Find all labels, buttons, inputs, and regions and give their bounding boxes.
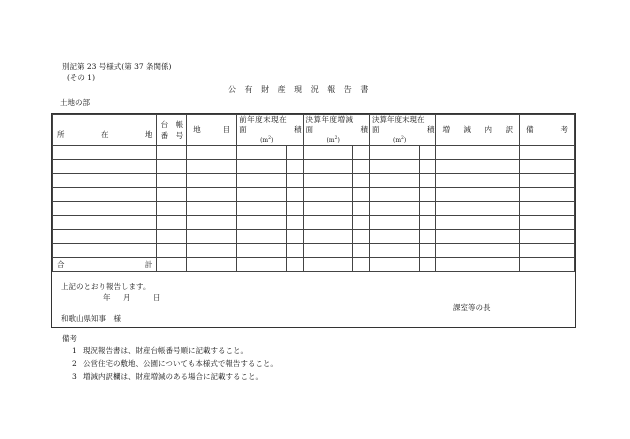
table-cell[interactable] xyxy=(419,230,436,244)
note-text: 現況報告書は、財産台帳番号順に記載すること。 xyxy=(83,346,248,355)
note-number: 3 xyxy=(72,372,77,381)
table-cell[interactable] xyxy=(237,160,287,174)
col-land-type: 地 目 xyxy=(187,115,237,146)
table-cell[interactable] xyxy=(353,244,370,258)
table-cell[interactable] xyxy=(436,188,520,202)
table-cell[interactable] xyxy=(419,202,436,216)
table-cell[interactable] xyxy=(370,244,420,258)
table-cell[interactable] xyxy=(53,202,157,216)
table-cell[interactable] xyxy=(520,160,575,174)
form-reference: 別記第 23 号様式(第 37 条関係) xyxy=(62,62,172,71)
table-cell[interactable] xyxy=(157,216,187,230)
table-cell[interactable] xyxy=(370,202,420,216)
table-cell[interactable] xyxy=(187,202,237,216)
col-current-area: 決算年度末現在 面 積 $(m^2)$ xyxy=(370,115,436,146)
land-table xyxy=(52,114,575,272)
table-cell[interactable] xyxy=(237,258,287,272)
table-row xyxy=(53,146,575,160)
table-cell[interactable] xyxy=(303,258,353,272)
table-cell[interactable] xyxy=(286,160,303,174)
table-cell[interactable] xyxy=(370,160,420,174)
table-cell[interactable] xyxy=(419,146,436,160)
table-cell[interactable] xyxy=(520,244,575,258)
reporter-title: 課室等の長 xyxy=(453,303,491,312)
table-cell[interactable] xyxy=(187,188,237,202)
report-statement: 上記のとおり報告します。 xyxy=(61,282,151,291)
addressee: 和歌山県知事 様 xyxy=(61,314,121,323)
section-label: 土地の部 xyxy=(60,98,90,107)
table-cell[interactable] xyxy=(370,230,420,244)
table-cell[interactable] xyxy=(157,258,187,272)
table-cell[interactable] xyxy=(419,174,436,188)
table-cell[interactable] xyxy=(520,188,575,202)
table-row xyxy=(53,230,575,244)
table-cell[interactable] xyxy=(353,174,370,188)
table-cell[interactable] xyxy=(237,188,287,202)
table-cell[interactable] xyxy=(436,202,520,216)
report-form xyxy=(51,113,576,328)
table-cell[interactable] xyxy=(353,160,370,174)
table-cell[interactable] xyxy=(303,202,353,216)
table-cell[interactable] xyxy=(370,174,420,188)
table-cell[interactable] xyxy=(520,216,575,230)
table-cell[interactable] xyxy=(303,146,353,160)
table-header-row xyxy=(53,115,575,146)
table-cell[interactable] xyxy=(157,174,187,188)
table-row xyxy=(53,174,575,188)
table-cell[interactable] xyxy=(53,216,157,230)
table-cell[interactable] xyxy=(436,230,520,244)
table-row xyxy=(53,188,575,202)
table-cell[interactable] xyxy=(237,202,287,216)
table-cell[interactable] xyxy=(436,216,520,230)
table-cell[interactable] xyxy=(53,146,157,160)
total-row xyxy=(53,258,575,272)
col-remarks: 備 考 xyxy=(520,115,575,146)
note-number: 2 xyxy=(72,359,77,368)
table-cell[interactable] xyxy=(157,244,187,258)
table-cell[interactable] xyxy=(303,244,353,258)
table-cell[interactable] xyxy=(187,244,237,258)
table-cell[interactable] xyxy=(353,258,370,272)
note-text: 公営住宅の敷地、公園についても本様式で報告すること。 xyxy=(83,359,278,368)
table-cell[interactable] xyxy=(370,216,420,230)
table-cell[interactable] xyxy=(353,216,370,230)
col-ledger-no: 台 帳 番 号 xyxy=(157,115,187,146)
table-cell[interactable] xyxy=(237,216,287,230)
table-cell[interactable] xyxy=(419,160,436,174)
table-cell[interactable] xyxy=(187,230,237,244)
table-cell[interactable] xyxy=(520,202,575,216)
table-cell[interactable] xyxy=(303,174,353,188)
table-row xyxy=(53,244,575,258)
table-cell[interactable] xyxy=(436,258,520,272)
note-number: 1 xyxy=(72,346,77,355)
table-cell[interactable] xyxy=(436,174,520,188)
table-cell[interactable] xyxy=(419,244,436,258)
table-cell[interactable] xyxy=(53,244,157,258)
table-row xyxy=(53,160,575,174)
table-row xyxy=(53,216,575,230)
total-label-cell: 合 計 xyxy=(53,258,157,272)
notes-heading: 備考 xyxy=(62,334,77,343)
table-cell[interactable] xyxy=(303,230,353,244)
table-cell[interactable] xyxy=(370,258,420,272)
col-location: 所 在 地 xyxy=(53,115,157,146)
table-cell[interactable] xyxy=(286,188,303,202)
table-cell[interactable] xyxy=(303,160,353,174)
table-cell[interactable] xyxy=(370,188,420,202)
table-cell[interactable] xyxy=(353,188,370,202)
col-change-area: 決算年度増減 面 積 $(m^2)$ xyxy=(303,115,369,146)
table-cell[interactable] xyxy=(286,244,303,258)
form-subreference: (その 1) xyxy=(67,73,96,82)
table-cell[interactable] xyxy=(353,146,370,160)
note-text: 増減内訳欄は、財産増減のある場合に記載すること。 xyxy=(83,372,263,381)
table-cell[interactable] xyxy=(157,160,187,174)
table-cell[interactable] xyxy=(286,202,303,216)
table-cell[interactable] xyxy=(157,146,187,160)
table-cell[interactable] xyxy=(520,146,575,160)
table-cell[interactable] xyxy=(187,258,237,272)
table-cell[interactable] xyxy=(520,258,575,272)
table-cell[interactable] xyxy=(353,230,370,244)
table-cell[interactable] xyxy=(419,258,436,272)
table-cell[interactable] xyxy=(53,230,157,244)
table-cell[interactable] xyxy=(187,174,237,188)
table-cell[interactable] xyxy=(237,146,287,160)
table-cell[interactable] xyxy=(419,188,436,202)
table-cell[interactable] xyxy=(520,230,575,244)
table-cell[interactable] xyxy=(187,216,237,230)
table-cell[interactable] xyxy=(353,202,370,216)
table-cell[interactable] xyxy=(157,202,187,216)
table-cell[interactable] xyxy=(53,160,157,174)
table-cell[interactable] xyxy=(286,216,303,230)
table-cell[interactable] xyxy=(419,216,436,230)
table-cell[interactable] xyxy=(237,244,287,258)
table-cell[interactable] xyxy=(157,230,187,244)
date-month: 月 xyxy=(123,293,131,302)
table-cell[interactable] xyxy=(303,216,353,230)
table-cell[interactable] xyxy=(286,146,303,160)
col-breakdown: 増 減 内 訳 xyxy=(436,115,520,146)
table-cell[interactable] xyxy=(237,174,287,188)
date-day: 日 xyxy=(153,293,161,302)
table-row xyxy=(53,202,575,216)
table-cell[interactable] xyxy=(53,188,157,202)
table-cell[interactable] xyxy=(187,146,237,160)
table-cell[interactable] xyxy=(237,230,287,244)
table-cell[interactable] xyxy=(286,230,303,244)
table-cell[interactable] xyxy=(436,160,520,174)
table-cell[interactable] xyxy=(436,244,520,258)
table-cell[interactable] xyxy=(286,258,303,272)
table-cell[interactable] xyxy=(520,174,575,188)
table-cell[interactable] xyxy=(187,160,237,174)
page-title: 公 有 財 産 現 況 報 告 書 xyxy=(228,85,372,94)
table-cell[interactable] xyxy=(286,174,303,188)
table-cell[interactable] xyxy=(53,174,157,188)
col-prev-area: 前年度末現在 面 積 $(m^2)$ xyxy=(237,115,303,146)
table-cell[interactable] xyxy=(303,188,353,202)
table-cell[interactable] xyxy=(436,146,520,160)
table-cell[interactable] xyxy=(157,188,187,202)
date-year: 年 xyxy=(103,293,111,302)
table-cell[interactable] xyxy=(370,146,420,160)
